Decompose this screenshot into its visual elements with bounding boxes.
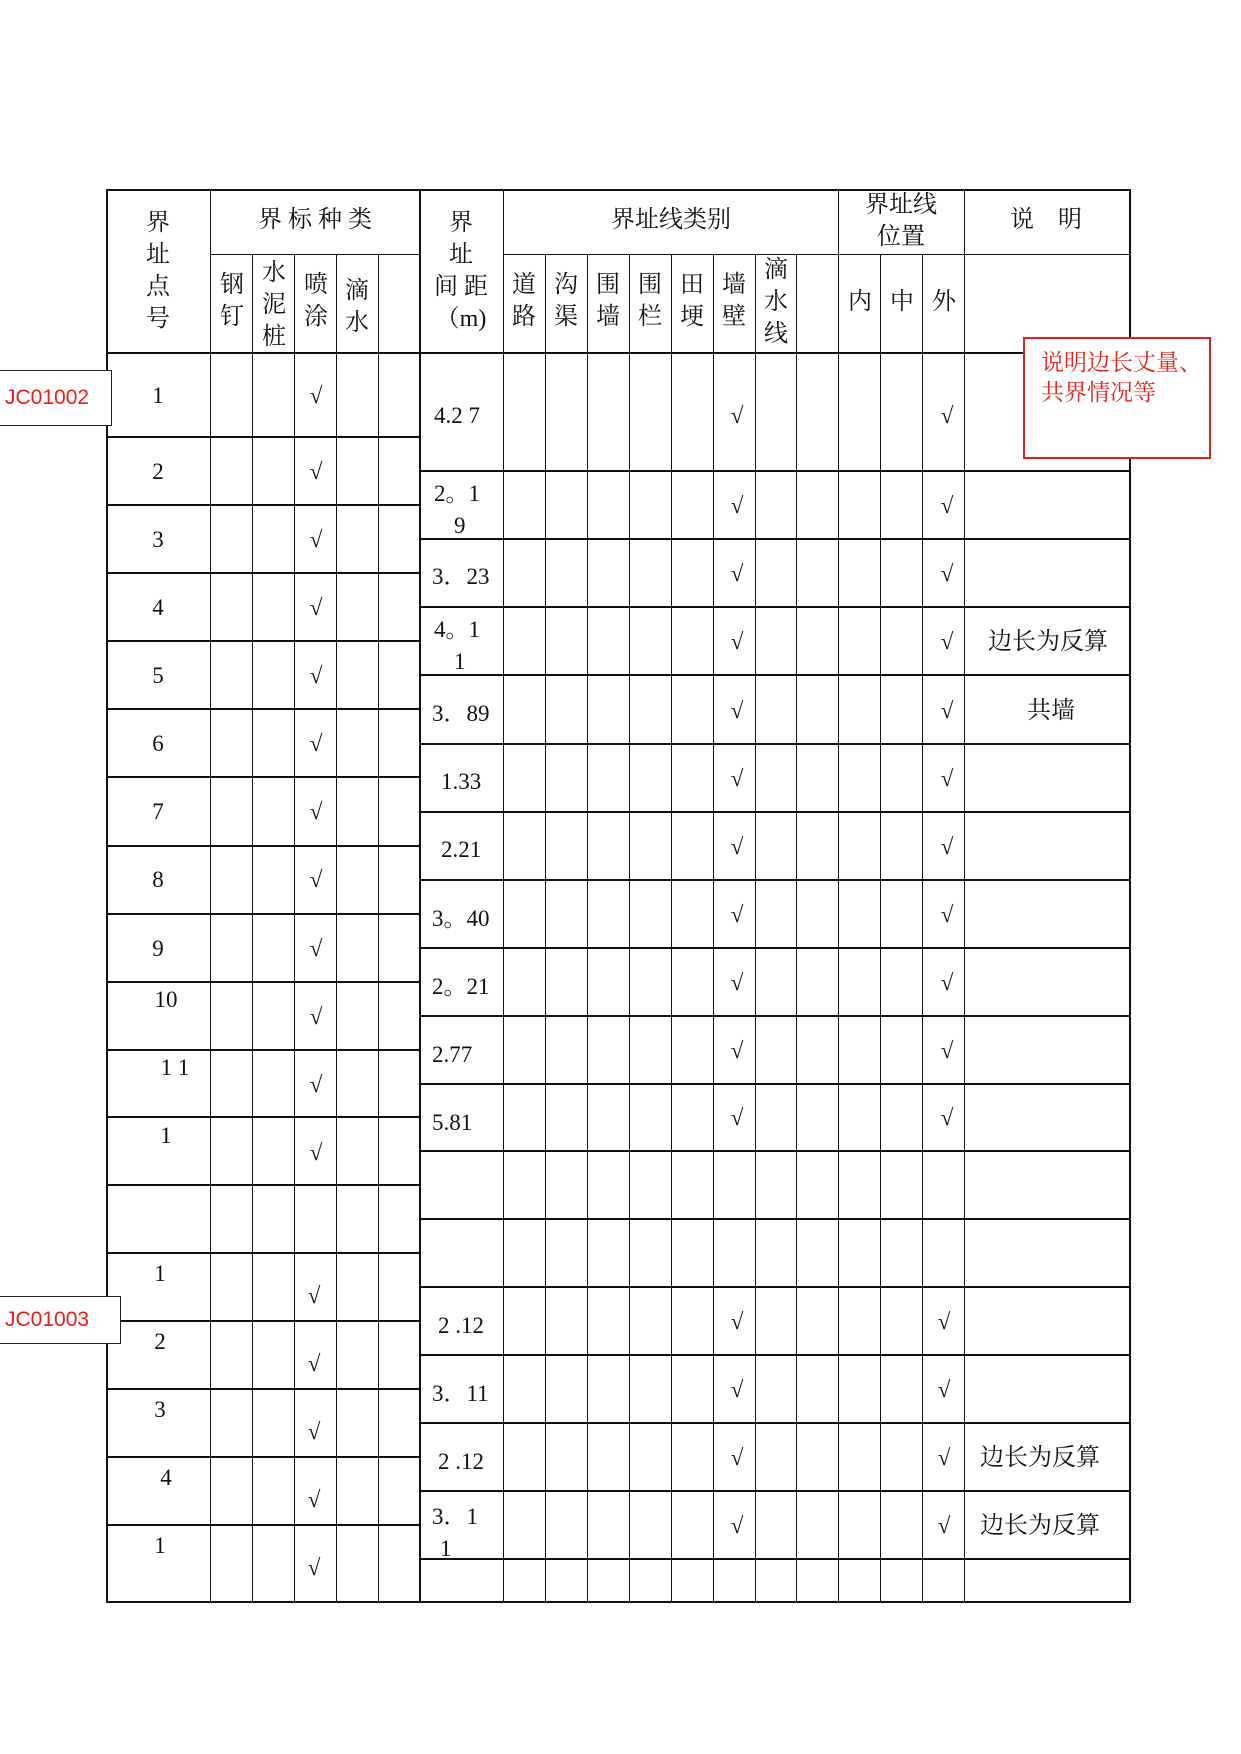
distance-value: 3．89	[432, 701, 490, 726]
outside-check: √	[940, 834, 954, 859]
spray-check: √	[307, 1487, 321, 1512]
wall-check: √	[730, 902, 744, 927]
spray-check: √	[307, 1351, 321, 1376]
point-number: 2	[154, 1329, 166, 1354]
point-number: 8	[152, 867, 164, 892]
point-number: 3	[152, 527, 164, 552]
header-inside: 内	[848, 289, 872, 315]
distance-value: 2 .12	[438, 1313, 484, 1338]
distance-value: 3．23	[432, 564, 490, 589]
distance-value: 1	[440, 1536, 452, 1561]
wall-check: √	[730, 493, 744, 518]
header-wall: 墙 壁	[722, 272, 746, 330]
point-number: 4	[152, 595, 164, 620]
spray-check: √	[309, 1072, 323, 1097]
header-fence: 围 栏	[638, 272, 662, 330]
wall-check: √	[730, 766, 744, 791]
header-outside: 外	[932, 289, 956, 315]
distance-value: 9	[454, 513, 466, 538]
distance-value: 2.77	[432, 1042, 473, 1067]
header-enclosure-wall: 围 墙	[596, 272, 620, 330]
remark-text: 边长为反算	[980, 1513, 1100, 1539]
point-number: 1	[152, 383, 164, 408]
header-distance: 界 址 间 距 （m)	[434, 210, 488, 332]
spray-check: √	[309, 595, 323, 620]
wall-check: √	[730, 970, 744, 995]
header-field-ridge: 田 埂	[680, 272, 704, 330]
header-spray-paint: 喷 涂	[304, 272, 328, 330]
point-number: 5	[152, 663, 164, 688]
header-drip-line: 滴 水 线	[764, 257, 788, 347]
callout-jc01003: JC01003	[0, 1296, 121, 1344]
distance-value: 3．11	[432, 1381, 489, 1406]
point-number: 1 1	[160, 1055, 190, 1080]
header-marker-type: 界 标 种 类	[258, 207, 372, 233]
outside-check: √	[937, 1309, 951, 1334]
header-ditch: 沟 渠	[554, 272, 578, 330]
point-number: 3	[154, 1397, 166, 1422]
spray-check: √	[309, 731, 323, 756]
point-number: 2	[152, 459, 164, 484]
outside-check: √	[940, 902, 954, 927]
remark-text: 边长为反算	[980, 1445, 1100, 1471]
spray-check: √	[309, 1004, 323, 1029]
wall-check: √	[730, 1445, 744, 1470]
point-number: 7	[152, 799, 164, 824]
point-number: 9	[152, 936, 164, 961]
outside-check: √	[940, 629, 954, 654]
outside-check: √	[940, 403, 954, 428]
outside-check: √	[940, 766, 954, 791]
outside-check: √	[940, 561, 954, 586]
header-drip: 滴 水	[345, 278, 369, 336]
header-steel-nail: 钢 钉	[220, 272, 244, 330]
point-number: 1	[160, 1123, 172, 1148]
spray-check: √	[309, 527, 323, 552]
point-number: 6	[152, 731, 164, 756]
wall-check: √	[730, 834, 744, 859]
header-line-category: 界址线类别	[611, 207, 731, 233]
distance-value: 2 .12	[438, 1449, 484, 1474]
header-remark: 说 明	[1010, 207, 1082, 233]
outside-check: √	[940, 1105, 954, 1130]
wall-check: √	[730, 561, 744, 586]
wall-check: √	[730, 629, 744, 654]
header-cement-pile: 水 泥 桩	[262, 260, 286, 350]
spray-check: √	[309, 1140, 323, 1165]
wall-check: √	[730, 1309, 744, 1334]
outside-check: √	[937, 1377, 951, 1402]
spray-check: √	[307, 1555, 321, 1580]
outside-check: √	[940, 698, 954, 723]
callout-jc01002: JC01002	[0, 370, 112, 426]
remark-text: 共墙	[1027, 698, 1075, 724]
distance-value: 2。21	[432, 974, 490, 999]
distance-value: 3。40	[432, 906, 490, 931]
wall-check: √	[730, 698, 744, 723]
point-number: 10	[154, 987, 178, 1012]
distance-value: 4.2 7	[434, 403, 480, 428]
wall-check: √	[730, 403, 744, 428]
outside-check: √	[940, 493, 954, 518]
point-number: 1	[154, 1533, 166, 1558]
outside-check: √	[940, 970, 954, 995]
wall-check: √	[730, 1513, 744, 1538]
spray-check: √	[309, 459, 323, 484]
distance-value: 3．1	[432, 1504, 478, 1529]
remark-note-callout: 说明边长丈量、 共界情况等	[1023, 337, 1211, 459]
spray-check: √	[307, 1283, 321, 1308]
spray-check: √	[309, 663, 323, 688]
spray-check: √	[309, 383, 323, 408]
distance-value: 2.21	[441, 837, 482, 862]
spray-check: √	[309, 867, 323, 892]
wall-check: √	[730, 1377, 744, 1402]
distance-value: 1	[454, 649, 466, 674]
wall-check: √	[730, 1038, 744, 1063]
remark-text: 边长为反算	[988, 629, 1108, 655]
header-road: 道 路	[512, 272, 536, 330]
outside-check: √	[940, 1038, 954, 1063]
point-number: 1	[154, 1261, 166, 1286]
spray-check: √	[309, 799, 323, 824]
distance-value: 2。1	[434, 481, 480, 506]
distance-value: 1.33	[441, 769, 482, 794]
header-middle: 中	[890, 289, 914, 315]
spray-check: √	[309, 936, 323, 961]
outside-check: √	[937, 1513, 951, 1538]
point-number: 4	[160, 1465, 172, 1490]
outside-check: √	[937, 1445, 951, 1470]
header-point-no: 界 址 点 号	[146, 210, 170, 332]
wall-check: √	[730, 1105, 744, 1130]
distance-value: 4。1	[434, 617, 480, 642]
distance-value: 5.81	[432, 1110, 473, 1135]
header-position: 界址线 位置	[865, 192, 937, 250]
spray-check: √	[307, 1419, 321, 1444]
